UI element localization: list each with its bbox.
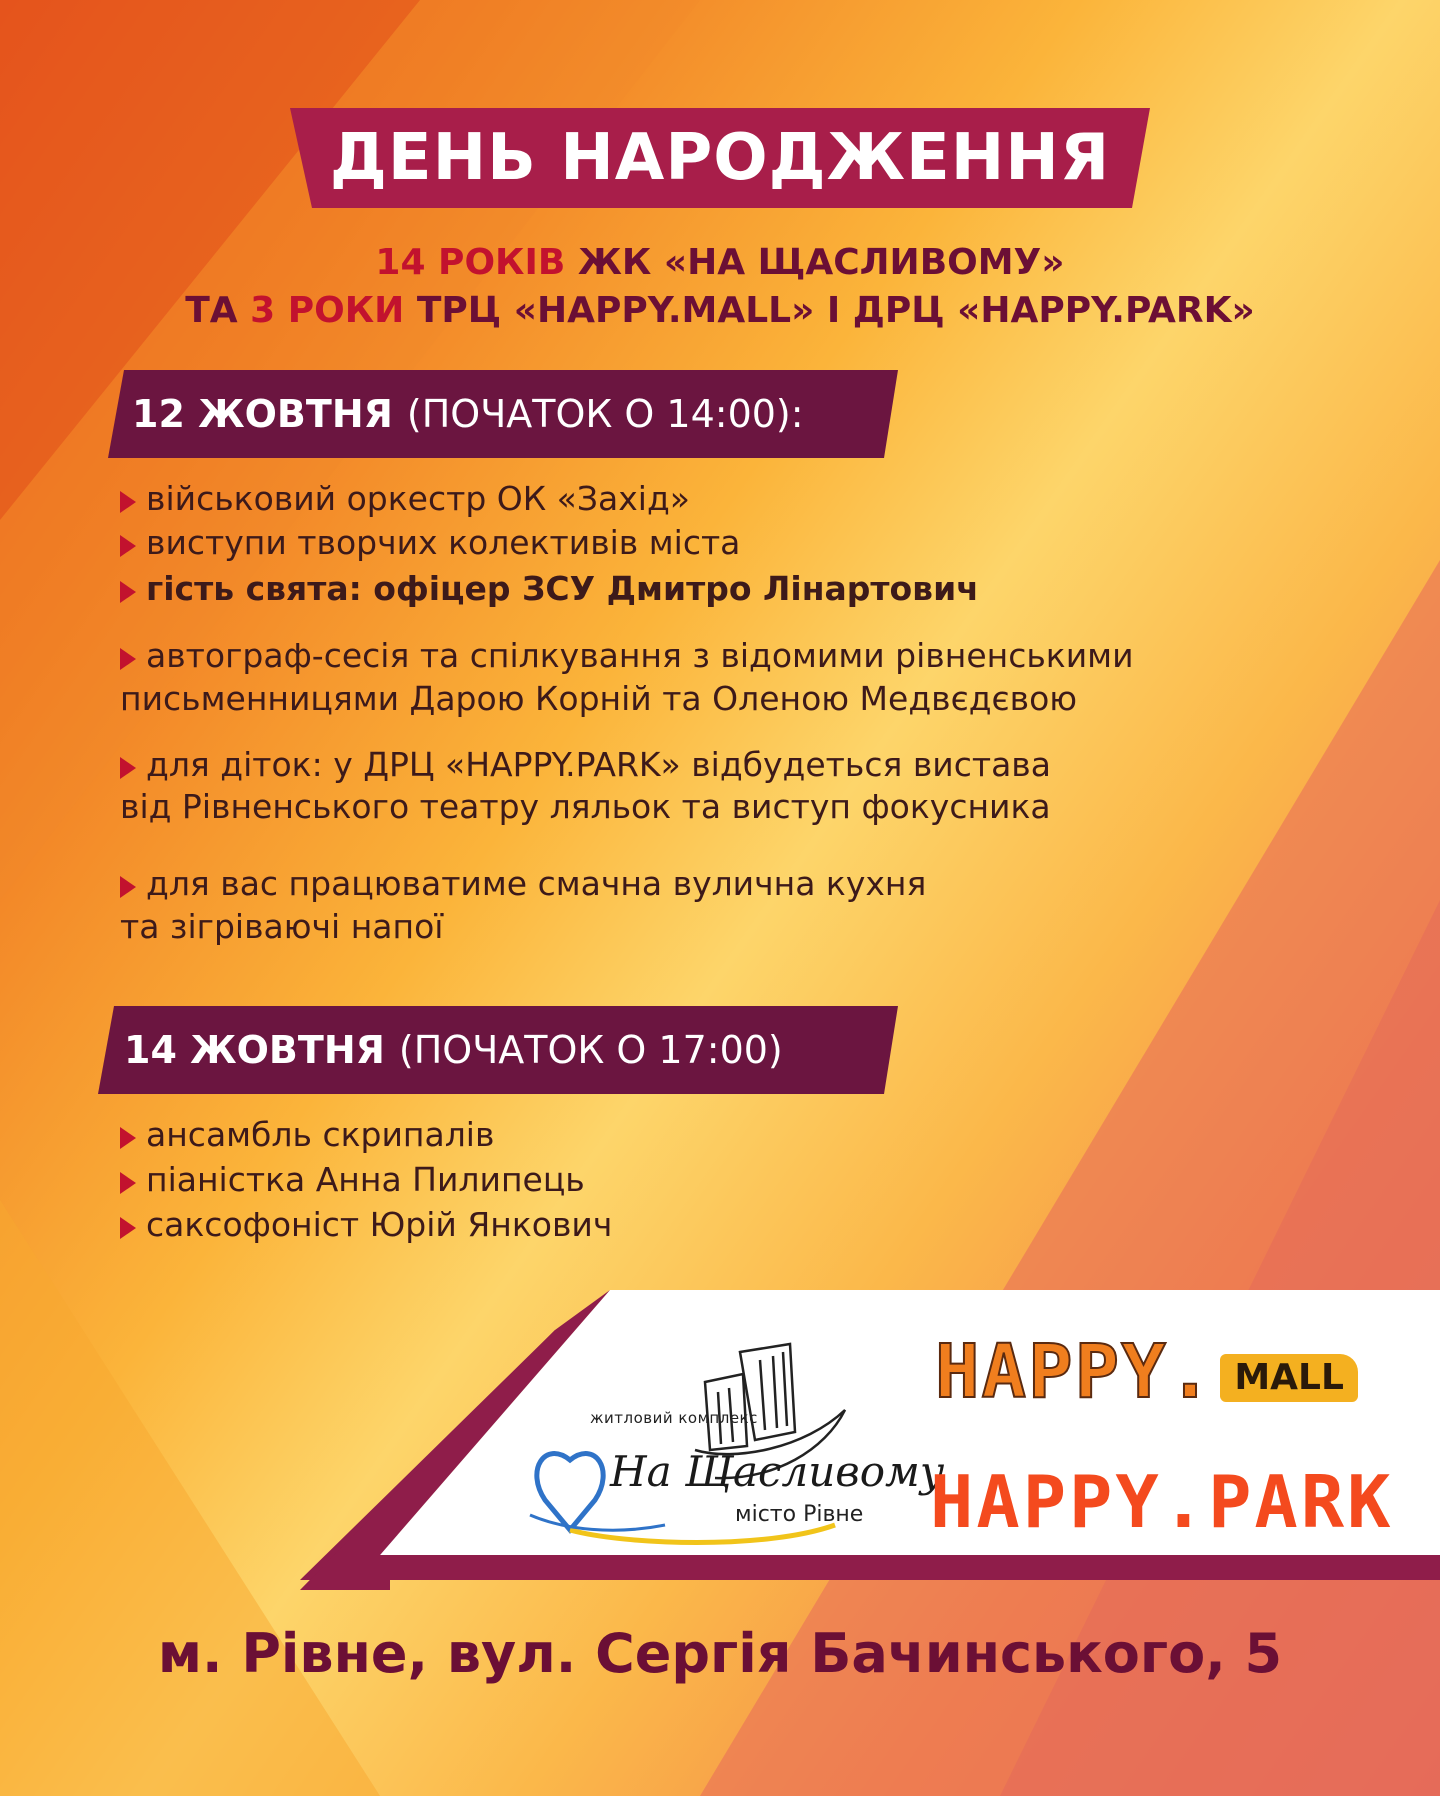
list-item-continuation: від Рівненського театру ляльок та виступ фокусника: [120, 787, 1051, 826]
subtitle-line-1: [0, 242, 1440, 283]
list-item-text: військовий оркестр ОК «Захід»: [146, 479, 690, 518]
subtitle-line-2-prefix: ТА: [185, 290, 251, 331]
list-item-text: для діток: у ДРЦ «HAPPY.PARK» відбудеться вистава: [146, 745, 1051, 784]
list-item: [120, 862, 926, 905]
list-item: [120, 521, 740, 564]
list-item-continuation: та зігріваючі напої: [120, 907, 444, 946]
day1-heading: [132, 370, 804, 458]
bullet-arrow-icon: [120, 491, 136, 513]
bullet-arrow-icon: [120, 757, 136, 779]
subtitle-line-1-rest: ЖК «НА ЩАСЛИВОМУ»: [565, 242, 1065, 283]
list-item: [120, 634, 1134, 677]
complex-name: На Щасливому: [610, 1447, 945, 1496]
bullet-arrow-icon: [120, 535, 136, 557]
happy-mall-logo: [935, 1329, 1358, 1415]
list-item: [120, 477, 690, 520]
list-item: [120, 743, 1051, 786]
complex-subtitle: житловий комплекс: [590, 1409, 758, 1427]
list-item-continuation: письменницями Дарою Корній та Оленою Медвєдєвою: [120, 679, 1078, 718]
address: м. Рівне, вул. Сергія Бачинського, 5: [157, 1622, 1283, 1685]
list-item-text: саксофоніст Юрій Янкович: [146, 1205, 613, 1244]
page-title: ДЕНЬ НАРОДЖЕННЯ: [329, 121, 1111, 195]
bullet-arrow-icon: [120, 1127, 136, 1149]
years-highlight-2: 3 РОКИ: [250, 290, 405, 331]
list-item: [120, 1203, 612, 1246]
list-item-text: ансамбль скрипалів: [146, 1115, 495, 1154]
bullet-arrow-icon: [120, 648, 136, 670]
list-item-text: виступи творчих колективів міста: [146, 523, 741, 562]
happy-park-logo: HAPPY.PARK: [930, 1460, 1394, 1544]
list-item-text: автограф-сесія та спілкування з відомими рівненськими: [146, 636, 1134, 675]
list-item: [120, 1113, 494, 1156]
list-item-text: гість свята: офіцер ЗСУ Дмитро Лінартович: [146, 569, 979, 608]
subtitle-line-2-rest: ТРЦ «HAPPY.MALL» І ДРЦ «HAPPY.PARK»: [404, 290, 1255, 331]
complex-city: місто Рівне: [735, 1502, 864, 1527]
list-item-text: піаністка Анна Пилипець: [146, 1160, 585, 1199]
bullet-arrow-icon: [120, 1172, 136, 1194]
day1-date: 12 ЖОВТНЯ: [132, 392, 393, 436]
list-item: [120, 1158, 585, 1201]
day1-start: (ПОЧАТОК О 14:00):: [406, 392, 804, 436]
bullet-arrow-icon: [120, 876, 136, 898]
subtitle-line-2: [0, 290, 1440, 331]
day2-heading: [124, 1006, 783, 1094]
years-highlight: 14 РОКІВ: [375, 242, 566, 283]
happy-mall-word: HAPPY.: [935, 1329, 1215, 1415]
mall-badge: MALL: [1220, 1354, 1358, 1402]
bullet-arrow-icon: [120, 581, 136, 603]
day2-date: 14 ЖОВТНЯ: [124, 1028, 385, 1072]
list-item-text: для вас працюватиме смачна вулична кухня: [146, 864, 927, 903]
day2-start: (ПОЧАТОК О 17:00): [398, 1028, 783, 1072]
list-item-guest: [120, 567, 979, 610]
bullet-arrow-icon: [120, 1217, 136, 1239]
